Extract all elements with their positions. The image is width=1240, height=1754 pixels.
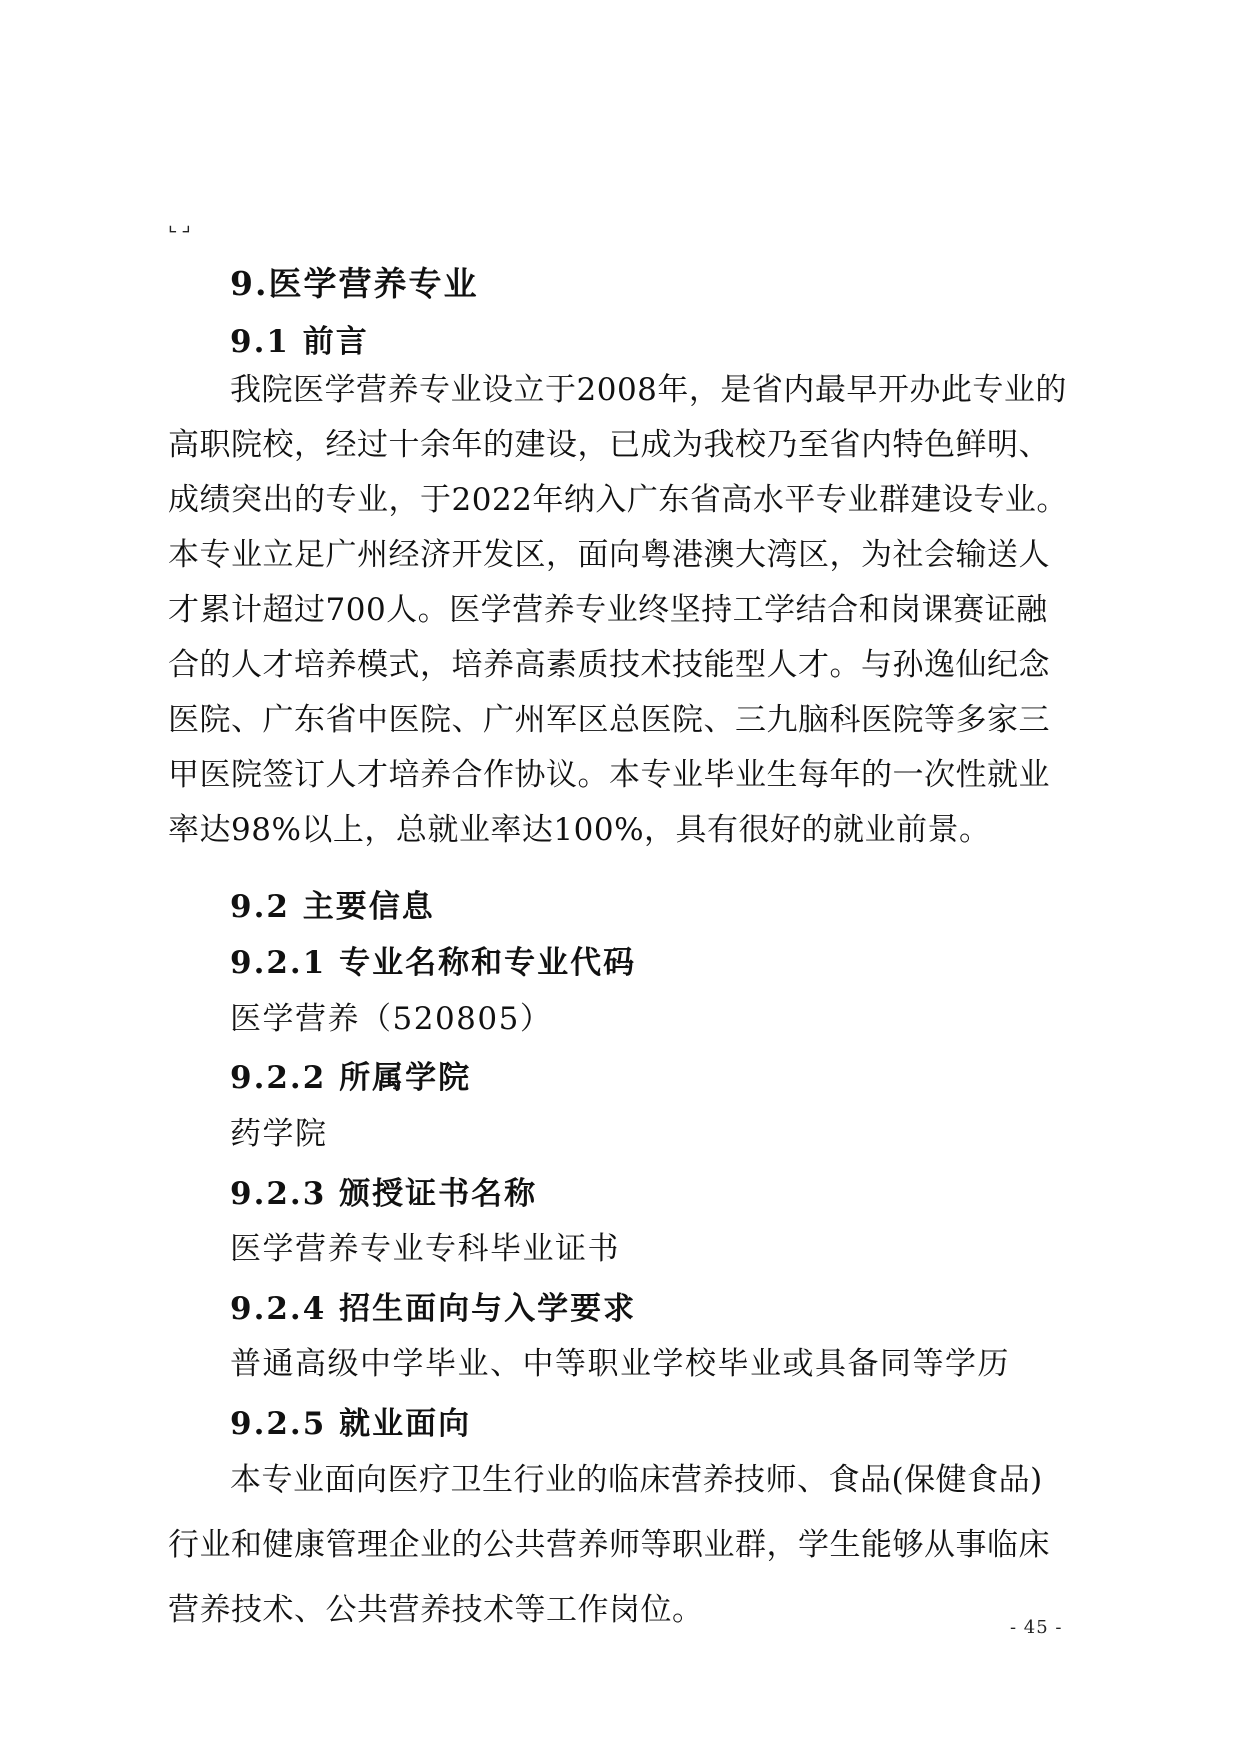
employment-line-2: 行业和健康管理企业的公共营养师等职业群，学生能够从事临床 <box>168 1527 1050 1563</box>
preface-line-9: 率达98%以上，总就业率达100%，具有很好的就业前景。 <box>168 812 991 848</box>
major-heading: 9.2.1 专业名称和专业代码 <box>230 945 637 981</box>
page-number: - 45 - <box>1010 1617 1063 1638</box>
preface-line-7: 医院、广东省中医院、广州军区总医院、三九脑科医院等多家三 <box>168 702 1050 738</box>
main-info-heading: 9.2 主要信息 <box>230 889 435 925</box>
preface-line-6: 合的人才培养模式，培养高素质技术技能型人才。与孙逸仙纪念 <box>168 647 1050 683</box>
preface-line-4: 本专业立足广州经济开发区，面向粤港澳大湾区，为社会输送人 <box>168 537 1050 573</box>
preface-line-8: 甲医院签订人才培养合作协议。本专业毕业生每年的一次性就业 <box>168 757 1050 793</box>
major-value: 医学营养（520805） <box>230 1001 553 1037</box>
preface-line-2: 高职院校，经过十余年的建设，已成为我校乃至省内特色鲜明、 <box>168 427 1050 463</box>
college-heading: 9.2.2 所属学院 <box>230 1060 472 1096</box>
employment-line-3: 营养技术、公共营养技术等工作岗位。 <box>168 1592 704 1628</box>
certificate-heading: 9.2.3 颁授证书名称 <box>230 1176 538 1212</box>
employment-line-1: 本专业面向医疗卫生行业的临床营养技师、食品(保健食品) <box>230 1462 1043 1498</box>
college-value: 药学院 <box>230 1116 328 1152</box>
admission-value: 普通高级中学毕业、中等职业学校毕业或具备同等学历 <box>230 1346 1010 1382</box>
preface-line-1: 我院医学营养专业设立于2008年，是省内最早开办此专业的 <box>230 372 1067 408</box>
certificate-value: 医学营养专业专科毕业证书 <box>230 1231 620 1267</box>
section-title: 9.医学营养专业 <box>230 264 479 303</box>
employment-heading: 9.2.5 就业面向 <box>230 1406 472 1442</box>
admission-heading: 9.2.4 招生面向与入学要求 <box>230 1291 637 1327</box>
preface-heading: 9.1 前言 <box>230 324 369 360</box>
preface-line-3: 成绩突出的专业，于2022年纳入广东省高水平专业群建设专业。 <box>168 482 1068 518</box>
corner-mark: ⌞⌟ <box>168 212 195 236</box>
preface-line-5: 才累计超过700人。医学营养专业终坚持工学结合和岗课赛证融 <box>168 592 1048 628</box>
